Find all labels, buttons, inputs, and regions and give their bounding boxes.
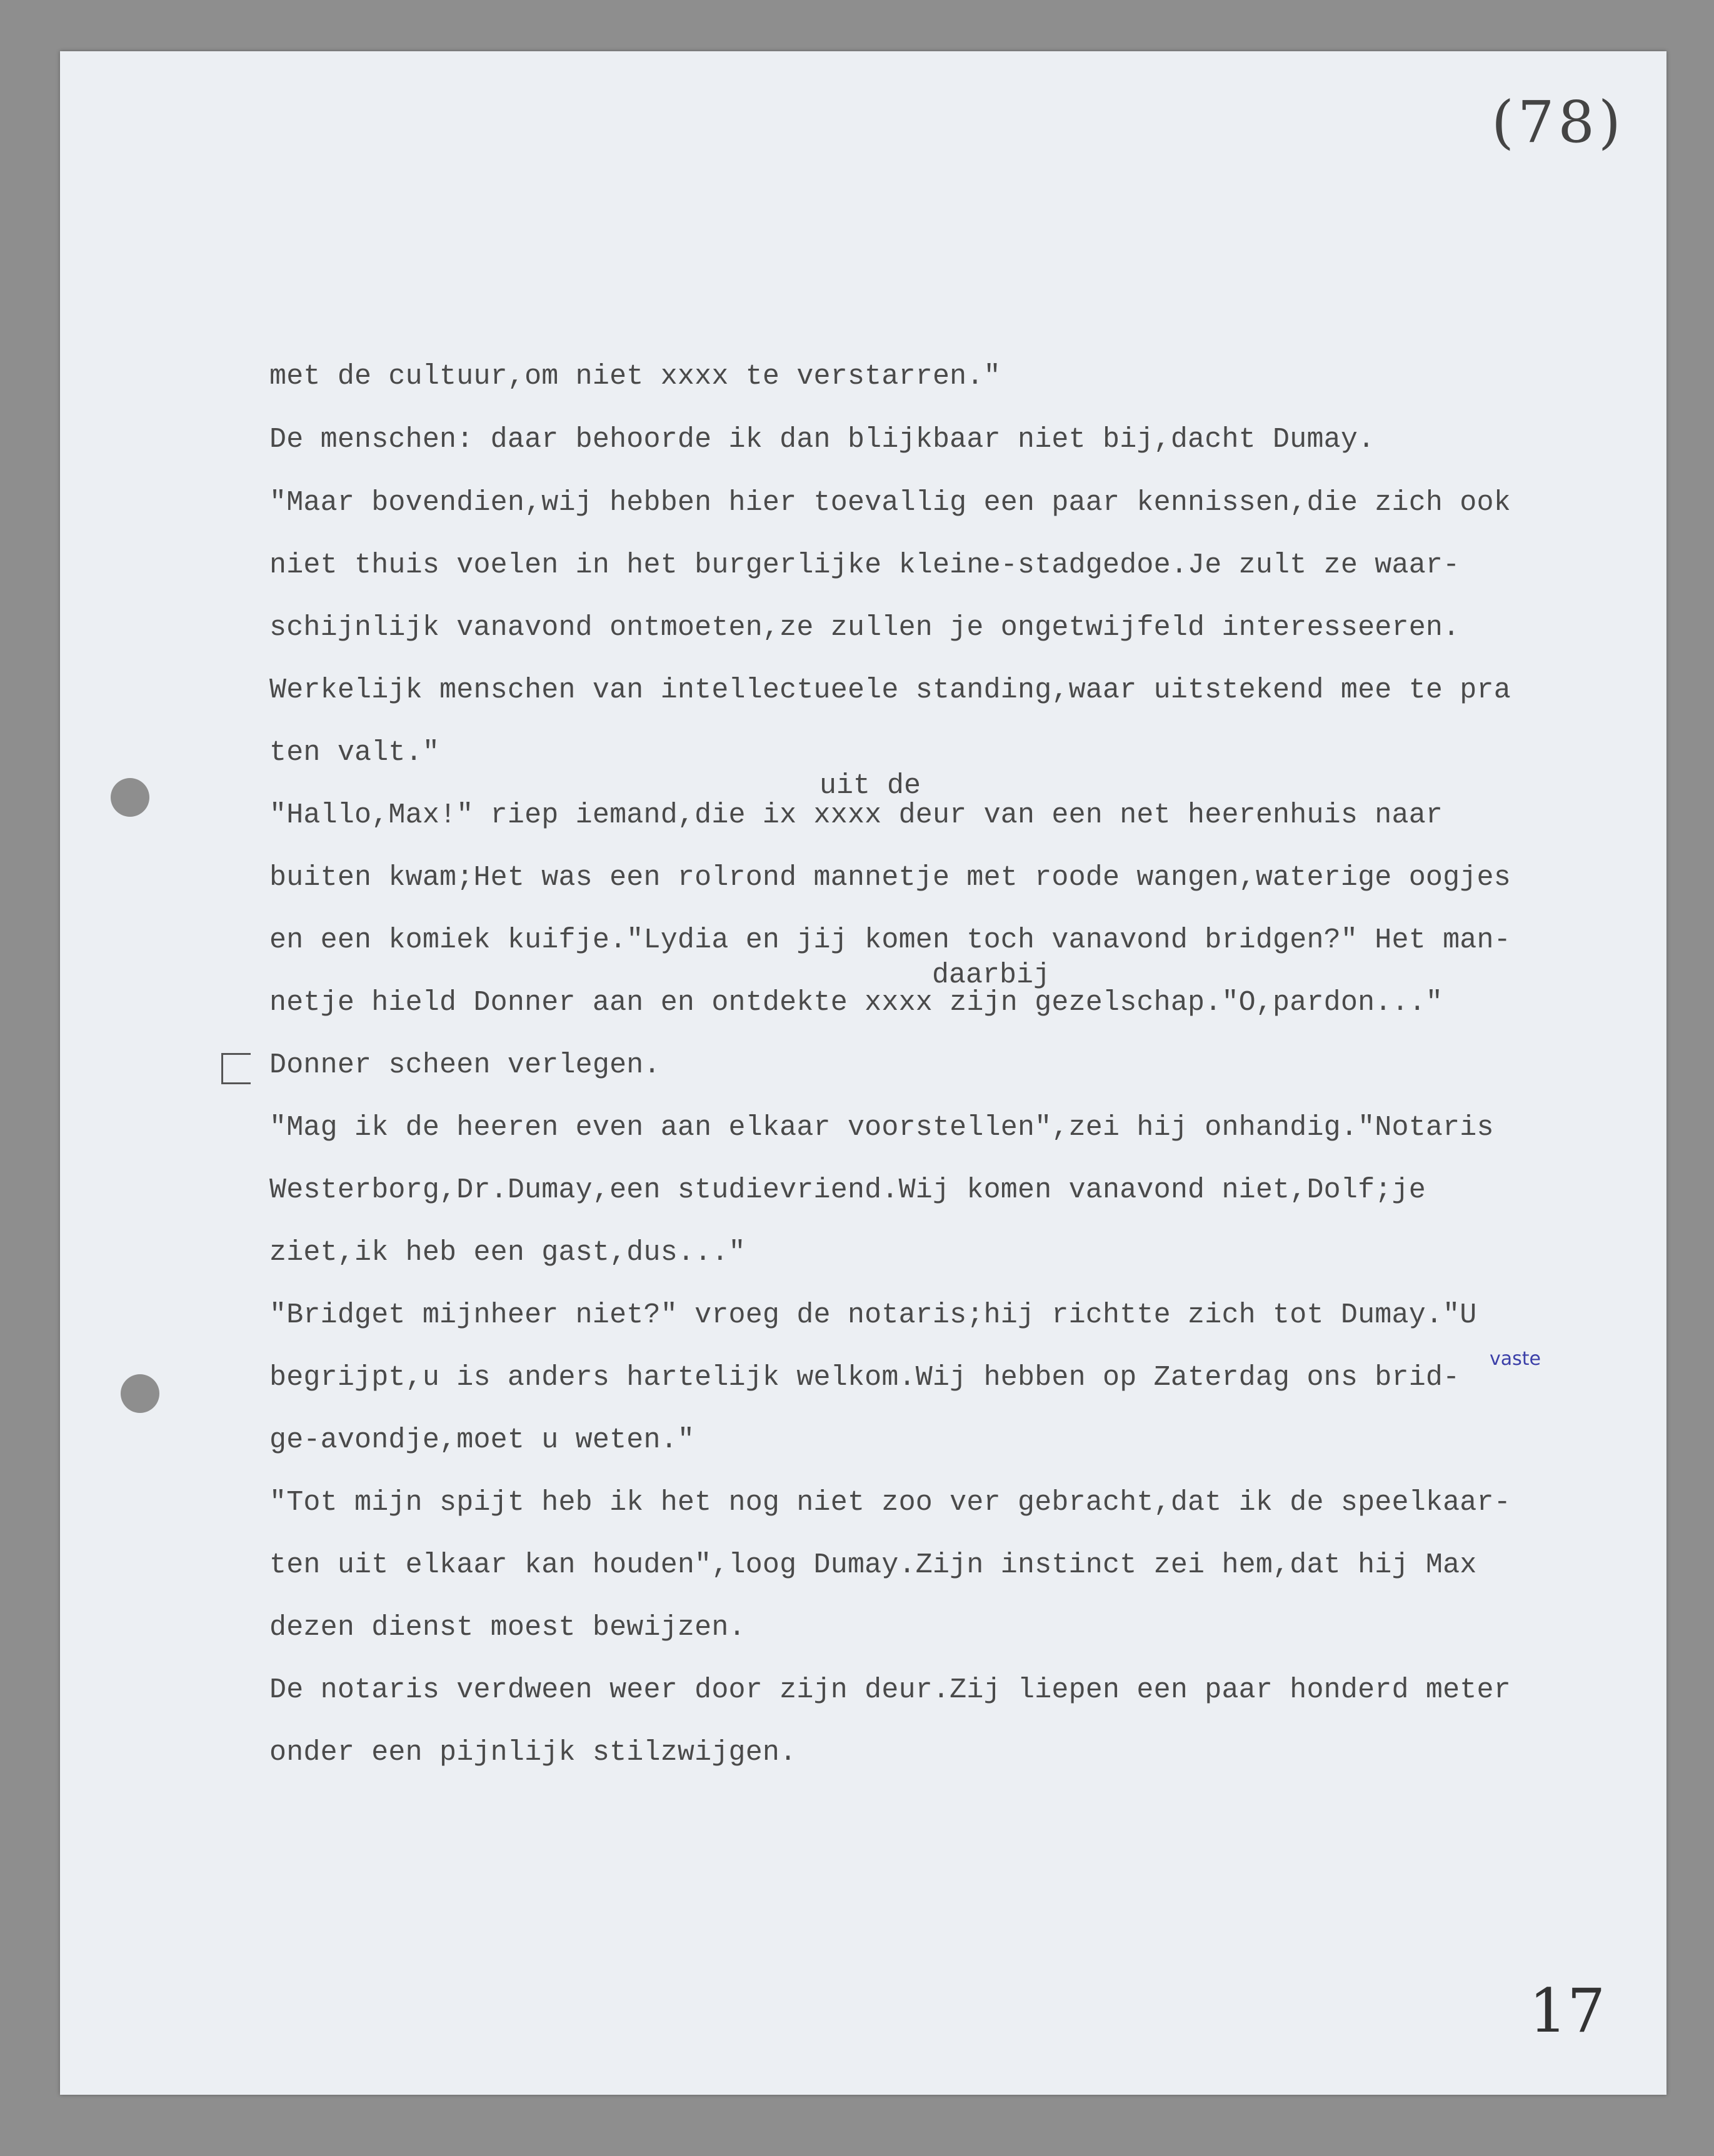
text-line: dezen dienst moest bewijzen. [269,1612,746,1644]
text-line: onder een pijnlijk stilzwijgen. [269,1737,797,1769]
text-line: niet thuis voelen in het burgerlijke kleine-stadgedoe.Je zult ze waar- [269,549,1460,581]
page-number: 17 [1529,1976,1606,2046]
text-line: begrijpt,u is anders hartelijk welkom.Wij hebben op Zaterdag ons brid- [269,1362,1460,1394]
manuscript-page [60,51,1666,2095]
text-line: "Mag ik de heeren even aan elkaar voorstellen",zei hij onhandig."Notaris [269,1112,1494,1144]
text-line: Westerborg,Dr.Dumay,een studievriend.Wij komen vanavond niet,Dolf;je [269,1174,1426,1206]
text-line: Donner scheen verlegen. [269,1049,661,1081]
text-line: netje hield Donner aan en ontdekte xxxx zijn gezelschap."O,pardon..." [269,987,1443,1019]
text-line: De notaris verdween weer door zijn deur.Zij liepen een paar honderd meter [269,1674,1511,1706]
text-line: ziet,ik heb een gast,dus..." [269,1237,746,1269]
text-line: De menschen: daar behoorde ik dan blijkbaar niet bij,dacht Dumay. [269,424,1375,456]
insert-vaste: vaste [1490,1348,1541,1370]
text-line: ten uit elkaar kan houden",loog Dumay.Zijn instinct zei hem,dat hij Max [269,1549,1477,1581]
text-line: met de cultuur,om niet xxxx te verstarren." [269,361,1001,392]
text-line: "Bridget mijnheer niet?" vroeg de notaris;hij richtte zich tot Dumay."U [269,1299,1477,1331]
punch-hole [111,778,149,817]
text-line: "Hallo,Max!" riep iemand,die ix xxxx deur van een net heerenhuis naar [269,799,1443,831]
folio-number: (78) [1491,89,1625,156]
text-line: en een komiek kuifje."Lydia en jij komen toch vanavond bridgen?" Het man- [269,924,1511,956]
text-line: schijnlijk vanavond ontmoeten,ze zullen je ongetwijfeld interesseeren. [269,612,1460,644]
text-line: Werkelijk menschen van intellectueele standing,waar uitstekend mee te pra [269,674,1511,706]
insert-daarbij: daarbij [932,959,1051,991]
text-line: ge-avondje,moet u weten." [269,1424,695,1456]
text-line: "Maar bovendien,wij hebben hier toevallig een paar kennissen,die zich ook [269,487,1511,519]
text-line: ten valt." [269,737,440,769]
insert-uit-de: uit de [819,770,921,802]
punch-hole [121,1374,159,1413]
text-line: buiten kwam;Het was een rolrond mannetje met roode wangen,waterige oogjes [269,862,1511,894]
paragraph-mark [221,1053,251,1084]
text-line: "Tot mijn spijt heb ik het nog niet zoo ver gebracht,dat ik de speelkaar- [269,1487,1511,1519]
